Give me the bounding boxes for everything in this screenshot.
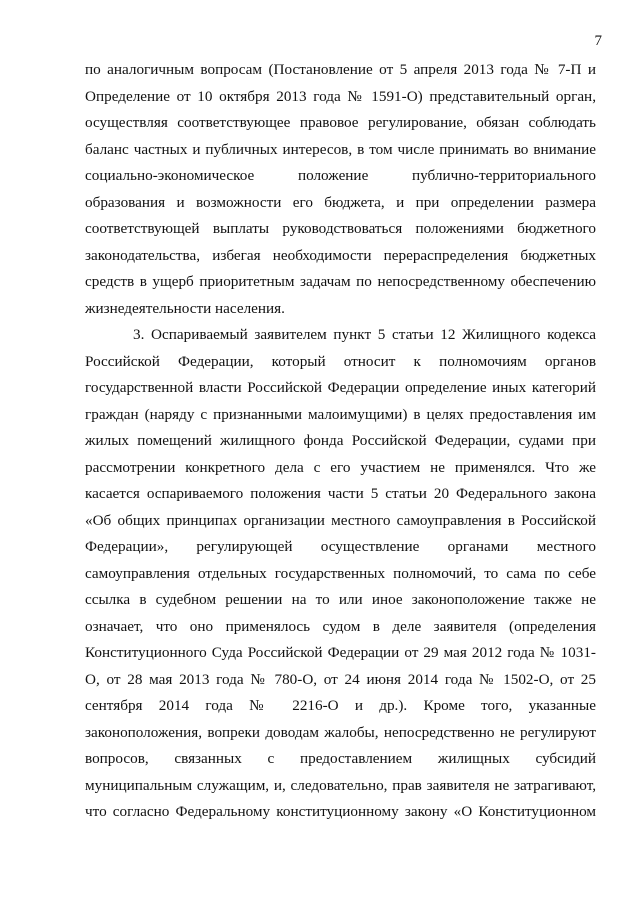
text-line: О, от 28 мая 2013 года № 780-О, от 24 июня 2014 года № 1502-О, от 25	[85, 670, 596, 688]
text-line: муниципальным служащим, и, следовательно, прав заявителя не затрагивают,	[85, 776, 596, 794]
text-line: 3. Оспариваемый заявителем пункт 5 статьи 12 Жилищного кодекса	[133, 326, 596, 343]
paragraph-continued	[85, 57, 596, 322]
text-line: государственной власти Российской Федерации определение иных категорий	[85, 379, 596, 396]
paragraph-section-3	[85, 322, 596, 826]
text-line: жизнедеятельности населения.	[85, 299, 285, 317]
text-line: что согласно Федеральному конституционному закону «О Конституционном	[85, 803, 596, 820]
text-line: Российской Федерации, который относит к полномочиям органов	[85, 352, 596, 370]
text-line: образования и возможности его бюджета, и при определении размера	[85, 193, 596, 211]
text-line: по аналогичным вопросам (Постановление от 5 апреля 2013 года № 7-П и	[85, 61, 596, 78]
text-line: социально-экономическое положение публично-территориального	[85, 167, 596, 184]
text-line: Конституционного Суда Российской Федерации от 29 мая 2012 года № 1031-	[85, 644, 596, 661]
page-number: 7	[594, 33, 602, 49]
text-line: Определение от 10 октября 2013 года № 1591-О) представительный орган,	[85, 87, 596, 105]
text-line: соответствующей выплаты руководствоваться положениями бюджетного	[85, 220, 596, 237]
text-line: жилых помещений жилищного фонда Российской Федерации, судами при	[85, 432, 596, 449]
text-line: законодательства, избегая необходимости перераспределения бюджетных	[85, 246, 596, 264]
text-line: касается оспариваемого положения части 5 статьи 20 Федерального закона	[85, 485, 596, 502]
text-line: рассмотрении конкретного дела с его участием не применялся. Что же	[85, 458, 596, 476]
text-line: «Об общих принципах организации местного самоуправления в Российской	[85, 511, 596, 529]
text-line: баланс частных и публичных интересов, в том числе принимать во внимание	[85, 140, 596, 158]
text-line: сентября 2014 года № 2216-О и др.). Кроме того, указанные	[85, 697, 596, 714]
text-line: средств в ущерб приоритетным задачам по непосредственному обеспечению	[85, 273, 596, 290]
text-line: законоположения, вопреки доводам жалобы, непосредственно не регулируют	[85, 723, 596, 741]
text-line: граждан (наряду с признанными малоимущими) в целях предоставления им	[85, 405, 596, 423]
text-line: самоуправления отдельных государственных полномочий, то сама по себе	[85, 564, 596, 582]
text-line: вопросов, связанных с предоставлением жилищных субсидий	[85, 750, 596, 767]
text-line: Федерации», регулирующей осуществление органами местного	[85, 538, 596, 555]
text-line: означает, что оно применялось судом в деле заявителя (определения	[85, 617, 596, 635]
text-line: ссылка в судебном решении на то или иное законоположение также не	[85, 591, 596, 608]
text-line: осуществляя соответствующее правовое регулирование, обязан соблюдать	[85, 114, 596, 131]
